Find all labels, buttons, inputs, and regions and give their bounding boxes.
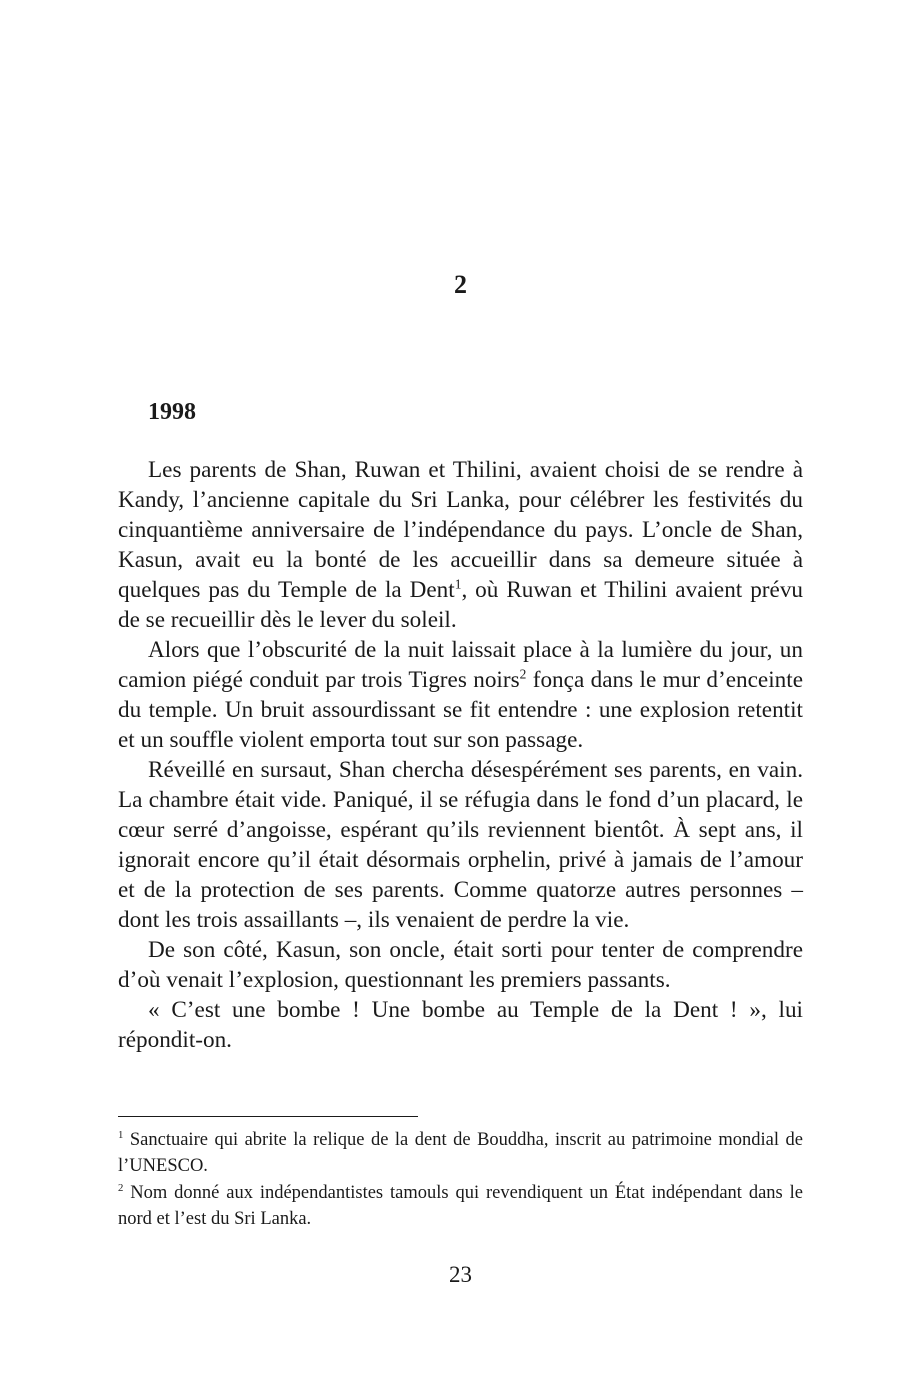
paragraph-2-text-after: fonça dans le mur d’enceinte du temple. Un bruit assourdissant se fit entendre : une explosion retentit et un souffle violent emporta tout sur son passage. — [118, 667, 803, 753]
footnote-divider — [118, 1116, 418, 1117]
paragraph-5: « C’est une bombe ! Une bombe au Temple de la Dent ! », lui répondit-on. — [118, 997, 803, 1053]
paragraph-4: De son côté, Kasun, son oncle, était sorti pour tenter de comprendre d’où venait l’explosion, questionnant les premiers passants. — [118, 937, 803, 993]
footnote-1-marker: 1 — [118, 1128, 124, 1141]
footnote-reference-2: 2 — [519, 666, 527, 682]
footnote-1-text: Sanctuaire qui abrite la relique de la dent de Bouddha, inscrit au patrimoine mondial de l’UNESCO. — [118, 1130, 803, 1176]
paragraph-1-text-after: , où Ruwan et Thilini avaient prévu de se recueillir dès le lever du soleil. — [118, 577, 803, 633]
page-number: 23 — [449, 1262, 472, 1287]
footnote-1 — [118, 1127, 803, 1179]
footnote-2 — [118, 1180, 803, 1232]
footnote-reference-1: 1 — [454, 576, 462, 592]
paragraph-1 — [118, 455, 803, 635]
paragraph-2 — [118, 635, 803, 755]
section-year-heading: 1998 — [148, 399, 196, 425]
paragraph-2-text-before: Alors que l’obscurité de la nuit laissait place à la lumière du jour, un camion piégé conduit par trois Tigres noirs — [118, 637, 803, 693]
paragraph-1-text-before: Les parents de Shan, Ruwan et Thilini, avaient choisi de se rendre à Kandy, l’ancienne capitale du Sri Lanka, pour célébrer les festivités du cinquantième anniversaire de l’indépendance du pays. L’oncle de Shan, Kasun, avait eu la bonté de les accueillir dans sa demeure située à quelques pas du Temple de la Dent — [118, 457, 803, 603]
footnotes — [118, 1127, 803, 1233]
footnote-2-text: Nom donné aux indépendantistes tamouls qui revendiquent un État indépendant dans le nord et l’est du Sri Lanka. — [118, 1183, 803, 1229]
paragraph-3: Réveillé en sursaut, Shan chercha désespérément ses parents, en vain. La chambre était vide. Paniqué, il se réfugia dans le fond d’un placard, le cœur serré d’angoisse, espérant qu’ils reviennent bientôt. À sept ans, il ignorait encore qu’il était désormais orphelin, privé à jamais de l’amour et de la protection de ses parents. Comme quatorze autres personnes – dont les trois assaillants –, ils venaient de perdre la vie. — [118, 757, 803, 933]
chapter-body-text — [118, 455, 803, 1055]
chapter-number: 2 — [454, 270, 467, 299]
footnote-2-marker: 2 — [118, 1181, 124, 1194]
